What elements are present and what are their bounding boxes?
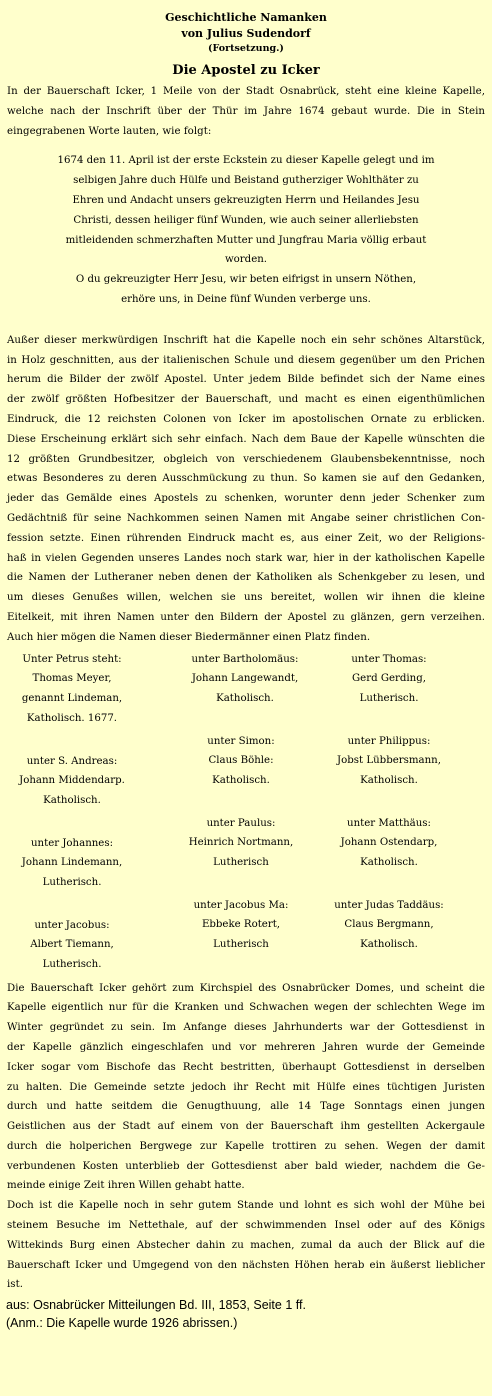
apostle-entry-johannes: [0, 834, 147, 893]
text-line: Winter gegründet zu sein. Im Anfange dieses Jahrhunderts war der Gottesdienst in: [7, 1022, 485, 1034]
apostle-label: unter S. Andreas:: [26, 755, 118, 767]
inscription-line: O du gekreuzigter Herr Jesu, wir beten eifrigst in unsern Nöthen,: [75, 274, 417, 286]
text-line: um dieses Genußes willen, welchen sie uns bereitet, wollen wir ihnen die kleine: [7, 592, 485, 604]
series-title: Geschichtliche Namanken: [165, 11, 327, 24]
apostle-label: unter Philippus:: [347, 735, 431, 747]
text-line: durch und hatte seitdem die Genugthuung, alle 14 Tage Sonntags einen jungen: [7, 1101, 485, 1113]
apostle-label: unter Jacobus:: [34, 919, 110, 931]
apostle-entry-petrus: [0, 650, 147, 729]
donor-confession: Katholisch.: [212, 775, 270, 787]
apostle-entry-jacobus-ma: [166, 896, 316, 955]
text-line: Außer dieser merkwürdigen Inschrift hat die Kapelle noch ein sehr schönes Altarstück,: [7, 334, 485, 346]
text-line: Eindruck, die 12 reichsten Colonen von Icker im apostolischen Ornate zu erblicken.: [7, 413, 485, 425]
text-line: eingegrabenen Worte lauten, wie folgt:: [7, 125, 212, 137]
demolition-note: (Anm.: Die Kapelle wurde 1926 abrissen.): [6, 1316, 238, 1331]
article-title: Die Apostel zu Icker: [172, 63, 320, 78]
donor-name: Claus Böhle:: [208, 755, 274, 767]
text-line: fession setzte. Einen rührenden Eindruck macht es, aus einer Zeit, wo der Religions-: [7, 532, 485, 544]
inscription-line: worden.: [224, 254, 268, 266]
donor-confession: Lutherisch.: [42, 877, 102, 889]
donor-confession: Katholisch.: [43, 795, 101, 807]
apostle-label: unter Bartholomäus:: [191, 653, 299, 665]
donor-name: genannt Lindeman,: [21, 693, 123, 705]
apostle-entry-bartholomaeus: [170, 650, 320, 709]
text-line: meinde einige Zeit ihren Willen gehabt hatte.: [7, 1180, 245, 1192]
text-line: verbundenen Kosten unterblieb der Gottesdienst aber bald wieder, nachdem die Ge-: [7, 1160, 485, 1172]
text-line: Icker sogar vom Bischofe das Recht bestritten, überhaupt Gottesdienst in derselben: [7, 1061, 485, 1073]
donor-name: Albert Tiemann,: [30, 939, 114, 951]
donor-name: Ebbeke Rotert,: [201, 919, 281, 931]
text-line: Kapelle eigentlich nur für die Kranken und Schwachen wegen der schlechten Wege im: [7, 1002, 485, 1014]
donor-confession: Katholisch.: [360, 939, 418, 951]
apostle-label: unter Jacobus Ma:: [193, 899, 289, 911]
text-line: Geistlichen aus der Stadt auf einem von der Bauerschaft ihm gestellten Ackergaule: [7, 1121, 485, 1133]
apostle-entry-judas-taddaeus: [314, 896, 464, 955]
donor-confession: Katholisch.: [360, 775, 418, 787]
text-line: steinem Besuche im Nettethale, auf der schwimmenden Insel oder auf des Königs: [7, 1220, 485, 1232]
donor-name: Johann Middendarp.: [19, 775, 125, 787]
donor-confession: Lutherisch: [213, 939, 269, 951]
apostle-donor-list: [0, 650, 492, 971]
spacer: [0, 310, 492, 331]
donor-confession: Katholisch. 1677.: [26, 712, 118, 724]
continuation-note: (Fortsetzung.): [208, 43, 284, 54]
text-line: der Kapelle gänzlich eingeschlafen und vor mehreren Jahren wurde der Gemeinde: [7, 1041, 485, 1053]
text-line: welche nach der Inschrift über der Thür im Jahre 1674 gebaut wurde. Die in Stein: [7, 105, 485, 117]
text-line: etwas Besonderes zu deren Ausschmückung zu thun. So kamen sie auf den Gedanken,: [7, 473, 485, 485]
apostle-label: Unter Petrus steht:: [22, 653, 122, 665]
apostle-entry-simon: [166, 732, 316, 791]
donor-name: Johann Langewandt,: [191, 673, 299, 685]
text-line: Auch hier mögen die Namen dieser Biedermänner einen Platz finden.: [7, 631, 371, 643]
text-line: Bauerschaft Icker und Umgegend von den nächsten Höhen herab ein äußerst lieblicher: [7, 1259, 485, 1271]
body-paragraph-1: [0, 331, 492, 648]
donor-confession: Lutherisch.: [359, 693, 419, 705]
text-line: 12 größten Grundbesitzer, obgleich von verschiedenem Glaubensbekenntnisse, noch: [7, 453, 485, 465]
text-line: haß in vielen Gegenden unseres Landes noch stark war, hier in der katholischen Kapelle: [7, 552, 485, 564]
donor-name: Johann Ostendarp,: [340, 837, 438, 849]
apostle-label: unter Paulus:: [206, 817, 276, 829]
apostle-entry-jacobus: [0, 916, 147, 975]
apostle-entry-andreas: [0, 752, 147, 811]
donor-name: Jobst Lübbersmann,: [337, 755, 441, 767]
donor-name: Claus Bergmann,: [344, 919, 434, 931]
apostle-label: unter Thomas:: [351, 653, 427, 665]
apostle-label: unter Judas Taddäus:: [334, 899, 444, 911]
inscription-line: erhöre uns, in Deine fünf Wunden verberge uns.: [121, 293, 371, 305]
intro-paragraph: [0, 82, 492, 141]
source-citation: aus: Osnabrücker Mitteilungen Bd. III, 1853, Seite 1 ff.: [6, 1298, 306, 1313]
text-line: jeder das Gemälde eines Apostels zu schenken, worunter denn jeder Schenker zum: [7, 493, 485, 505]
apostle-label: unter Simon:: [207, 735, 275, 747]
apostle-label: unter Matthäus:: [347, 817, 431, 829]
inscription-block: [40, 151, 452, 309]
donor-name: Gerd Gerding,: [352, 673, 426, 685]
text-line: Eitelkeit, mit ihren Namen unter den Bildern der Apostel zu glänzen, gern verzeihen.: [7, 611, 485, 623]
inscription-line: Christi, dessen heiliger fünf Wunden, wie auch seiner allerliebsten: [73, 214, 419, 226]
text-line: Wittekinds Burg einen Abstecher dahin zu machen, zumal da auch der Blick auf die: [7, 1239, 485, 1251]
text-line: Doch ist die Kapelle noch in sehr gutem Stande und lohnt es sich wohl der Mühe bei: [7, 1200, 485, 1212]
donor-name: Thomas Meyer,: [32, 673, 112, 685]
text-line: ist.: [7, 1279, 24, 1291]
donor-name: Heinrich Nortmann,: [188, 837, 294, 849]
body-paragraph-2: [0, 979, 492, 1296]
donor-confession: Katholisch.: [360, 857, 418, 869]
inscription-line: mitleidenden schmerzhaften Mutter und Jungfrau Maria völlig erbaut: [65, 234, 427, 246]
text-line: In der Bauerschaft Icker, 1 Meile von der Stadt Osnabrück, steht eine kleine Kapelle,: [7, 86, 485, 97]
inscription-line: Ehren und Andacht unsers gekreuzigten Herrn und Heilandes Jesu: [72, 194, 420, 206]
text-line: herum die Bilder der zwölf Apostel. Unter jedem Bilde befindet sich der Name eines: [7, 374, 485, 386]
donor-name: Johann Lindemann,: [21, 857, 123, 869]
apostle-entry-thomas: [314, 650, 464, 709]
text-line: in Holz geschnitten, aus der italienischen Schule und diesem gegenüber um den Prichen: [7, 354, 485, 366]
text-line: der zwölf größten Hofbesitzer der Bauerschaft, und macht es einen eigenthümlichen: [7, 394, 485, 406]
text-line: Gedächtniß für seine Nachkommen seinen Namen mit Angabe seiner christlichen Con-: [7, 512, 485, 524]
author-line: von Julius Sudendorf: [181, 27, 311, 40]
text-line: die Namen der Lutheraner neben denen der Katholiken als Schenkgeber zu lesen, und: [7, 572, 485, 584]
text-line: zu halten. Die Gemeinde setzte jedoch ihr Recht mit Hülfe eines tüchtigen Juristen: [7, 1081, 485, 1093]
text-line: Die Bauerschaft Icker gehört zum Kirchspiel des Osnabrücker Domes, und scheint die: [7, 982, 485, 994]
inscription-line: selbigen Jahre duch Hülfe und Beistand gutherziger Wohlthäter zu: [73, 175, 419, 187]
apostle-entry-matthaeus: [314, 814, 464, 873]
apostle-entry-paulus: [166, 814, 316, 873]
inscription-line: 1674 den 11. April ist der erste Eckstein zu dieser Kapelle gelegt und im: [57, 155, 435, 167]
donor-confession: Katholisch.: [216, 693, 274, 705]
text-line: Diese Erscheinung erklärt sich sehr einfach. Nach dem Baue der Kapelle wünschten die: [7, 433, 485, 445]
donor-confession: Lutherisch.: [42, 959, 102, 971]
apostle-entry-philippus: [314, 732, 464, 791]
text-line: durch die holperichen Bergwege zur Kapelle trottiren zu sehen. Wegen der damit: [7, 1140, 485, 1152]
apostle-label: unter Johannes:: [30, 837, 114, 849]
donor-confession: Lutherisch: [213, 857, 269, 869]
